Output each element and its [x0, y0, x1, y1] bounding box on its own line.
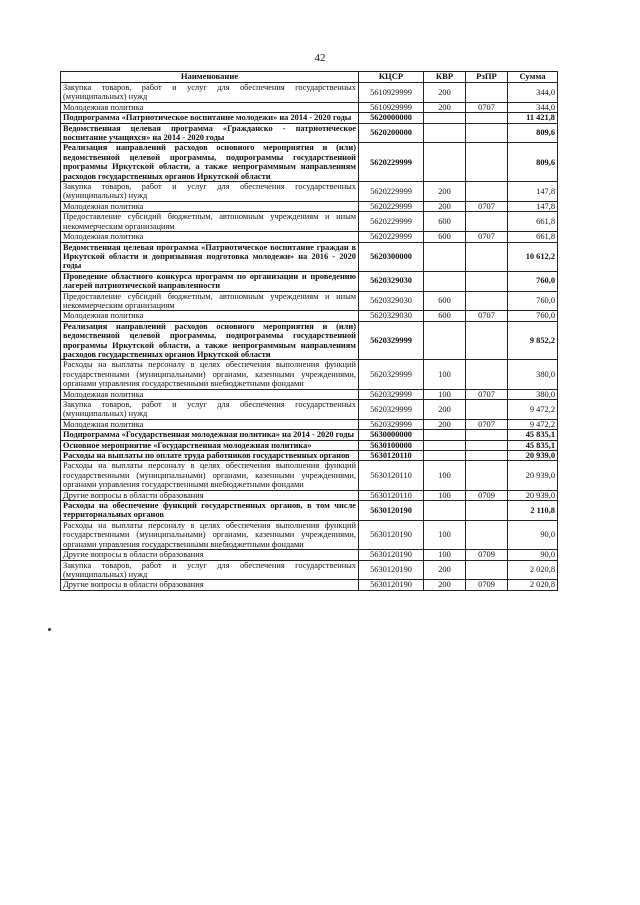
- cell-kcsr: 5620229999: [359, 182, 424, 202]
- cell-kvr: [424, 123, 466, 143]
- cell-rzpr: 0709: [466, 490, 508, 500]
- cell-name: Расходы на выплаты персоналу в целях обеспечения выполнения функций государственными (муниципальными) органами, казенными учреждениями, органами управления государственными внебюджетными фондами: [61, 461, 359, 490]
- table-body: [61, 83, 558, 591]
- cell-name: Молодежная политика: [61, 311, 359, 321]
- cell-kcsr: 5610929999: [359, 102, 424, 112]
- cell-rzpr: 0707: [466, 311, 508, 321]
- column-header-kvr: КВР: [424, 72, 466, 83]
- cell-sum: 809,6: [508, 143, 558, 182]
- table-row: [61, 143, 558, 182]
- cell-kcsr: 5620229999: [359, 232, 424, 242]
- cell-kvr: [424, 501, 466, 521]
- cell-sum: 147,8: [508, 182, 558, 202]
- table-row: [61, 113, 558, 123]
- cell-rzpr: [466, 182, 508, 202]
- cell-name: Закупка товаров, работ и услуг для обеспечения государственных (муниципальных) нужд: [61, 182, 359, 202]
- cell-kvr: [424, 440, 466, 450]
- cell-rzpr: [466, 242, 508, 271]
- cell-kvr: [424, 271, 466, 291]
- cell-kcsr: 5620000000: [359, 113, 424, 123]
- table-row: [61, 123, 558, 143]
- cell-sum: 147,8: [508, 201, 558, 211]
- cell-sum: 9 472,2: [508, 400, 558, 420]
- cell-rzpr: [466, 83, 508, 103]
- cell-kcsr: 5620229999: [359, 212, 424, 232]
- cell-kvr: [424, 113, 466, 123]
- table-row: [61, 520, 558, 549]
- cell-kvr: 200: [424, 400, 466, 420]
- cell-kcsr: 5630120190: [359, 580, 424, 590]
- cell-kvr: 200: [424, 201, 466, 211]
- cell-name: Расходы на обеспечение функций государственных органов, в том числе территориальных органов: [61, 501, 359, 521]
- column-header-sum: Сумма: [508, 72, 558, 83]
- cell-name: Предоставление субсидий бюджетным, автономным учреждениям и иным некоммерческим организациям: [61, 291, 359, 311]
- cell-name: Основное мероприятие «Государственная молодежная политика»: [61, 440, 359, 450]
- cell-kcsr: 5620329030: [359, 271, 424, 291]
- cell-sum: 809,6: [508, 123, 558, 143]
- cell-rzpr: 0707: [466, 201, 508, 211]
- cell-name: Ведомственная целевая программа «Патриотическое воспитание граждан в Иркутской области и допризывная подготовка молодежи» на 2016 - 2020 годы: [61, 242, 359, 271]
- cell-name: Предоставление субсидий бюджетным, автономным учреждениям и иным некоммерческим организациям: [61, 212, 359, 232]
- table-row: [61, 560, 558, 580]
- cell-sum: 90,0: [508, 520, 558, 549]
- cell-name: Проведение областного конкурса программ по организации и проведению лагерей патриотической направленности: [61, 271, 359, 291]
- cell-kcsr: 5620329999: [359, 400, 424, 420]
- page-number: 42: [314, 52, 326, 64]
- table-row: [61, 321, 558, 360]
- cell-rzpr: [466, 291, 508, 311]
- cell-kvr: 200: [424, 83, 466, 103]
- cell-kcsr: 5620329999: [359, 321, 424, 360]
- table-row: [61, 271, 558, 291]
- cell-kcsr: 5620200000: [359, 123, 424, 143]
- cell-name: Молодежная политика: [61, 419, 359, 429]
- cell-kcsr: 5620300000: [359, 242, 424, 271]
- cell-rzpr: 0707: [466, 389, 508, 399]
- table-row: [61, 490, 558, 500]
- cell-rzpr: [466, 400, 508, 420]
- column-header-kcsr: КЦСР: [359, 72, 424, 83]
- table-row: [61, 501, 558, 521]
- cell-sum: 661,8: [508, 232, 558, 242]
- cell-rzpr: 0709: [466, 550, 508, 560]
- cell-rzpr: [466, 430, 508, 440]
- cell-name: Закупка товаров, работ и услуг для обеспечения государственных (муниципальных) нужд: [61, 560, 359, 580]
- cell-kvr: 100: [424, 520, 466, 549]
- cell-name: Закупка товаров, работ и услуг для обеспечения государственных (муниципальных) нужд: [61, 400, 359, 420]
- cell-kvr: 100: [424, 490, 466, 500]
- cell-kcsr: 5620329999: [359, 360, 424, 389]
- cell-rzpr: 0707: [466, 102, 508, 112]
- cell-kcsr: 5630120190: [359, 520, 424, 549]
- cell-kvr: [424, 321, 466, 360]
- table-row: [61, 550, 558, 560]
- cell-name: Ведомственная целевая программа «Гражданско - патриотическое воспитание учащихся» на 2014 - 2020 годы: [61, 123, 359, 143]
- cell-sum: 9 472,2: [508, 419, 558, 429]
- cell-name: Подпрограмма «Патриотическое воспитание молодежи» на 2014 - 2020 годы: [61, 113, 359, 123]
- cell-kvr: 100: [424, 550, 466, 560]
- table-row: [61, 311, 558, 321]
- cell-sum: 760,0: [508, 271, 558, 291]
- table-row: [61, 212, 558, 232]
- table-row: [61, 419, 558, 429]
- budget-table: [60, 71, 558, 591]
- cell-name: Другие вопросы в области образования: [61, 490, 359, 500]
- cell-rzpr: 0707: [466, 232, 508, 242]
- cell-rzpr: 0709: [466, 580, 508, 590]
- table-row: [61, 451, 558, 461]
- cell-name: Закупка товаров, работ и услуг для обеспечения государственных (муниципальных) нужд: [61, 83, 359, 103]
- cell-sum: 380,0: [508, 360, 558, 389]
- table-row: [61, 430, 558, 440]
- cell-sum: 11 421,8: [508, 113, 558, 123]
- cell-name: Расходы на выплаты персоналу в целях обеспечения выполнения функций государственными (муниципальными) органами, казенными учреждениями, органами управления государственными внебюджетными фондами: [61, 360, 359, 389]
- cell-sum: 760,0: [508, 291, 558, 311]
- cell-kvr: 100: [424, 360, 466, 389]
- table-row: [61, 400, 558, 420]
- cell-kvr: 200: [424, 580, 466, 590]
- table-row: [61, 291, 558, 311]
- cell-name: Расходы на выплаты по оплате труда работников государственных органов: [61, 451, 359, 461]
- cell-kcsr: 5620329030: [359, 291, 424, 311]
- cell-kcsr: 5630120190: [359, 560, 424, 580]
- cell-kcsr: 5620329999: [359, 419, 424, 429]
- cell-rzpr: [466, 212, 508, 232]
- cell-kcsr: 5630120110: [359, 451, 424, 461]
- cell-rzpr: [466, 271, 508, 291]
- table-header-row: [61, 72, 558, 83]
- cell-rzpr: [466, 123, 508, 143]
- cell-kcsr: 5610929999: [359, 83, 424, 103]
- cell-sum: 344,0: [508, 83, 558, 103]
- cell-name: Расходы на выплаты персоналу в целях обеспечения выполнения функций государственными (муниципальными) органами, казенными учреждениями, органами управления государственными внебюджетными фондами: [61, 520, 359, 549]
- cell-kvr: 600: [424, 232, 466, 242]
- cell-kcsr: 5630120110: [359, 490, 424, 500]
- cell-sum: 45 835,1: [508, 430, 558, 440]
- cell-kcsr: 5620329999: [359, 389, 424, 399]
- scan-dot: [48, 628, 51, 631]
- table-row: [61, 440, 558, 450]
- table-row: [61, 360, 558, 389]
- cell-name: Другие вопросы в области образования: [61, 580, 359, 590]
- table-row: [61, 182, 558, 202]
- cell-rzpr: 0707: [466, 419, 508, 429]
- table-row: [61, 580, 558, 590]
- cell-rzpr: [466, 451, 508, 461]
- table-row: [61, 201, 558, 211]
- table-row: [61, 102, 558, 112]
- cell-kcsr: 5630000000: [359, 430, 424, 440]
- cell-kvr: [424, 430, 466, 440]
- cell-rzpr: [466, 440, 508, 450]
- cell-name: Другие вопросы в области образования: [61, 550, 359, 560]
- cell-sum: 20 939,0: [508, 461, 558, 490]
- cell-name: Молодежная политика: [61, 201, 359, 211]
- cell-kcsr: 5620329030: [359, 311, 424, 321]
- cell-kvr: 200: [424, 102, 466, 112]
- cell-name: Молодежная политика: [61, 102, 359, 112]
- cell-kcsr: 5630120190: [359, 501, 424, 521]
- cell-kvr: [424, 242, 466, 271]
- cell-sum: 661,8: [508, 212, 558, 232]
- cell-kvr: [424, 143, 466, 182]
- cell-name: Реализация направлений расходов основного мероприятия и (или) ведомственной целевой программы, подпрограммы государственной программы Иркутской области, а также непрограммным направлениям расходов государственных органов Иркутской области: [61, 143, 359, 182]
- cell-name: Молодежная политика: [61, 232, 359, 242]
- table-row: [61, 242, 558, 271]
- column-header-name: Наименование: [61, 72, 359, 83]
- cell-rzpr: [466, 360, 508, 389]
- cell-kvr: 600: [424, 311, 466, 321]
- table-row: [61, 232, 558, 242]
- column-header-rzpr: РзПР: [466, 72, 508, 83]
- cell-kvr: 600: [424, 212, 466, 232]
- cell-rzpr: [466, 321, 508, 360]
- cell-kcsr: 5630100000: [359, 440, 424, 450]
- cell-sum: 10 612,2: [508, 242, 558, 271]
- cell-sum: 380,0: [508, 389, 558, 399]
- cell-sum: 90,0: [508, 550, 558, 560]
- cell-kcsr: 5630120110: [359, 461, 424, 490]
- cell-rzpr: [466, 560, 508, 580]
- cell-sum: 2 110,8: [508, 501, 558, 521]
- cell-sum: 2 020,8: [508, 560, 558, 580]
- cell-rzpr: [466, 461, 508, 490]
- cell-sum: 344,0: [508, 102, 558, 112]
- cell-sum: 20 939,0: [508, 490, 558, 500]
- cell-kvr: 200: [424, 560, 466, 580]
- cell-kvr: 200: [424, 419, 466, 429]
- cell-rzpr: [466, 143, 508, 182]
- cell-rzpr: [466, 501, 508, 521]
- cell-kvr: 200: [424, 182, 466, 202]
- cell-kvr: 100: [424, 389, 466, 399]
- cell-name: Подпрограмма «Государственная молодежная политика» на 2014 - 2020 годы: [61, 430, 359, 440]
- cell-sum: 760,0: [508, 311, 558, 321]
- cell-rzpr: [466, 113, 508, 123]
- table-row: [61, 389, 558, 399]
- table-row: [61, 83, 558, 103]
- cell-name: Реализация направлений расходов основного мероприятия и (или) ведомственной целевой программы, подпрограммы государственной программы Иркутской области, а также непрограммным направлениям расходов государственных органов Иркутской области: [61, 321, 359, 360]
- cell-kvr: 600: [424, 291, 466, 311]
- cell-sum: 2 020,8: [508, 580, 558, 590]
- table-row: [61, 461, 558, 490]
- cell-kcsr: 5630120190: [359, 550, 424, 560]
- cell-sum: 9 852,2: [508, 321, 558, 360]
- cell-sum: 20 939,0: [508, 451, 558, 461]
- cell-kvr: 100: [424, 461, 466, 490]
- cell-rzpr: [466, 520, 508, 549]
- cell-kcsr: 5620229999: [359, 143, 424, 182]
- cell-kvr: [424, 451, 466, 461]
- cell-name: Молодежная политика: [61, 389, 359, 399]
- cell-sum: 45 835,1: [508, 440, 558, 450]
- cell-kcsr: 5620229999: [359, 201, 424, 211]
